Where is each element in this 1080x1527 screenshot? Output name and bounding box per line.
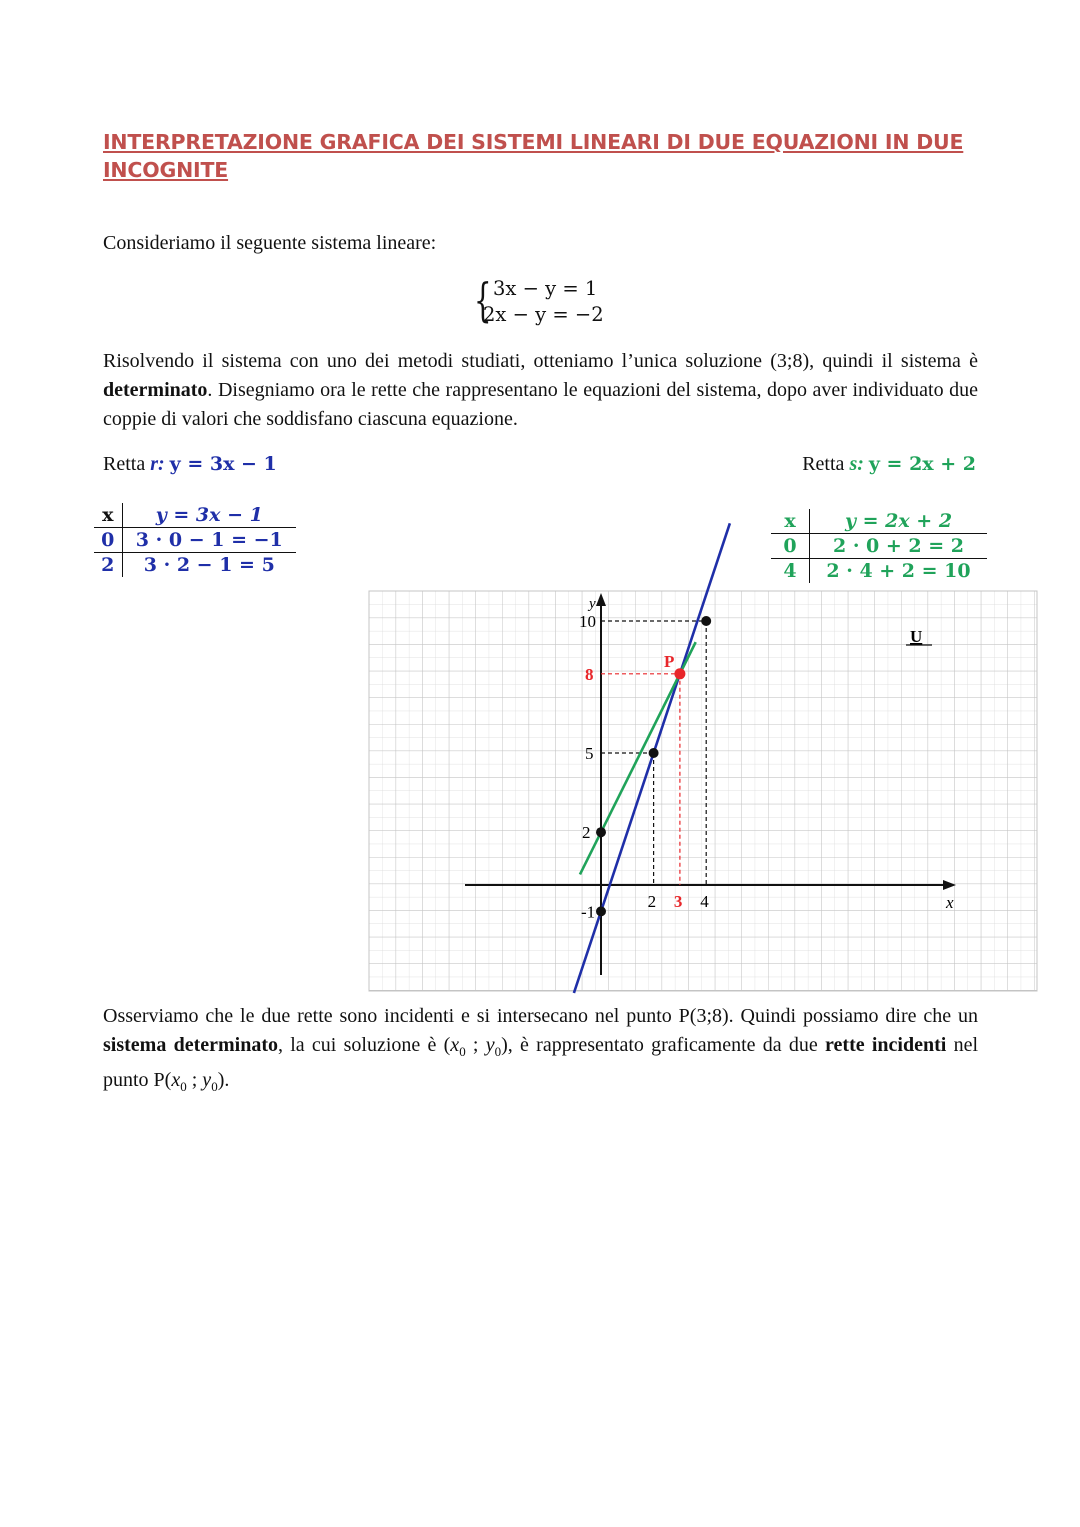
para2-text-d: ), è rappresentato graficamente da due xyxy=(501,1034,826,1056)
para2-x0: x xyxy=(450,1034,460,1056)
y-tick-label: 2 xyxy=(582,823,591,843)
title-line-1: INTERPRETAZIONE GRAFICA DEI SISTEMI LINEARI DI DUE EQUAZIONI IN DUE xyxy=(103,130,964,154)
line-r-name: r: xyxy=(150,453,170,475)
para2-sep: ; xyxy=(465,1034,486,1056)
para2-y0b: y xyxy=(202,1069,212,1091)
line-s-equation: y = 2x + 2 xyxy=(868,453,976,475)
para1-bold-determinato: determinato xyxy=(103,379,208,401)
x-axis-label: x xyxy=(946,893,954,912)
para2-text-a: Osserviamo che le due rette sono incidenti e si intersecano nel punto P(3;8). Quindi possiamo dire che un xyxy=(103,1005,978,1027)
unit-label: U xyxy=(910,627,923,646)
line-r-label: Retta xyxy=(103,453,151,475)
para1-text-a: Risolvendo il sistema con uno dei metodi studiati, otteniamo l’unica soluzione (3;8), quindi il sistema è xyxy=(103,350,978,372)
point-intersection xyxy=(674,668,685,679)
table-r-header-x: x xyxy=(94,503,122,528)
para2-sep2: ; xyxy=(186,1069,203,1091)
table-r-cell: 2 xyxy=(94,553,122,578)
point-r-0 xyxy=(596,906,606,916)
para2-sub2: 0 xyxy=(180,1079,187,1094)
system-eq-2: 2x − y = −2 xyxy=(483,303,604,326)
x-tick-label: 3 xyxy=(673,892,683,911)
para2-text-l: ). xyxy=(217,1069,230,1091)
table-r-header-y: y = 3x − 1 xyxy=(122,503,296,528)
paragraph-conclusion xyxy=(103,1002,978,1101)
title-line-2: INCOGNITE xyxy=(103,158,229,182)
table-r-cell: 3 · 2 − 1 = 5 xyxy=(143,554,275,576)
para1-text-c: . Disegniamo ora le rette che rappresentano le equazioni del sistema, dopo aver individuato due coppie di valori che soddisfano ciascuna equazione. xyxy=(103,379,978,430)
graph-grid xyxy=(369,591,1037,991)
table-s-cell: 2 · 4 + 2 = 10 xyxy=(826,560,971,582)
y-tick-label: 8 xyxy=(585,664,594,684)
para2-x0b: x xyxy=(171,1069,181,1091)
table-s-header-y: y = 2x + 2 xyxy=(810,509,988,534)
x-tick-label: 2 xyxy=(647,892,657,911)
line-s-label: Retta xyxy=(802,453,850,475)
y-axis-label: y xyxy=(589,596,596,612)
y-tick-label: 10 xyxy=(579,612,596,631)
y-tick-label: -1 xyxy=(581,902,596,922)
point-s-4 xyxy=(701,616,711,626)
para2-sub1: 0 xyxy=(494,1044,502,1059)
para2-bold-sistema: sistema determinato xyxy=(103,1034,278,1056)
table-s-cell: 2 · 0 + 2 = 2 xyxy=(810,534,988,559)
line-s-name: s: xyxy=(849,453,869,475)
para2-sub3: 0 xyxy=(211,1079,218,1094)
system-eq-1: 3x − y = 1 xyxy=(493,277,598,300)
x-tick-label: 4 xyxy=(700,892,709,911)
table-s-header-x: x xyxy=(771,509,810,534)
y-tick-label: 5 xyxy=(585,744,594,763)
point-r-2 xyxy=(649,748,659,758)
table-r-cell: 3 · 0 − 1 = −1 xyxy=(122,528,296,553)
intro-text: Consideriamo il seguente sistema lineare: xyxy=(103,232,437,254)
para2-sub0: 0 xyxy=(459,1044,466,1059)
table-r-cell: 0 xyxy=(94,528,122,553)
para2-bold-rette: rette incidenti xyxy=(825,1034,947,1056)
para2-y0: y xyxy=(485,1034,495,1056)
point-s-0 xyxy=(596,827,606,837)
para2-text-f: nel punto P( xyxy=(103,1034,979,1091)
table-s-cell: 0 xyxy=(771,534,810,559)
para2-text-c: , la cui soluzione è ( xyxy=(277,1034,451,1056)
system-brace: { xyxy=(474,273,492,327)
line-r-equation: y = 3x − 1 xyxy=(169,453,277,475)
intersection-label: P xyxy=(664,652,675,671)
table-s-cell: 4 xyxy=(771,559,810,584)
